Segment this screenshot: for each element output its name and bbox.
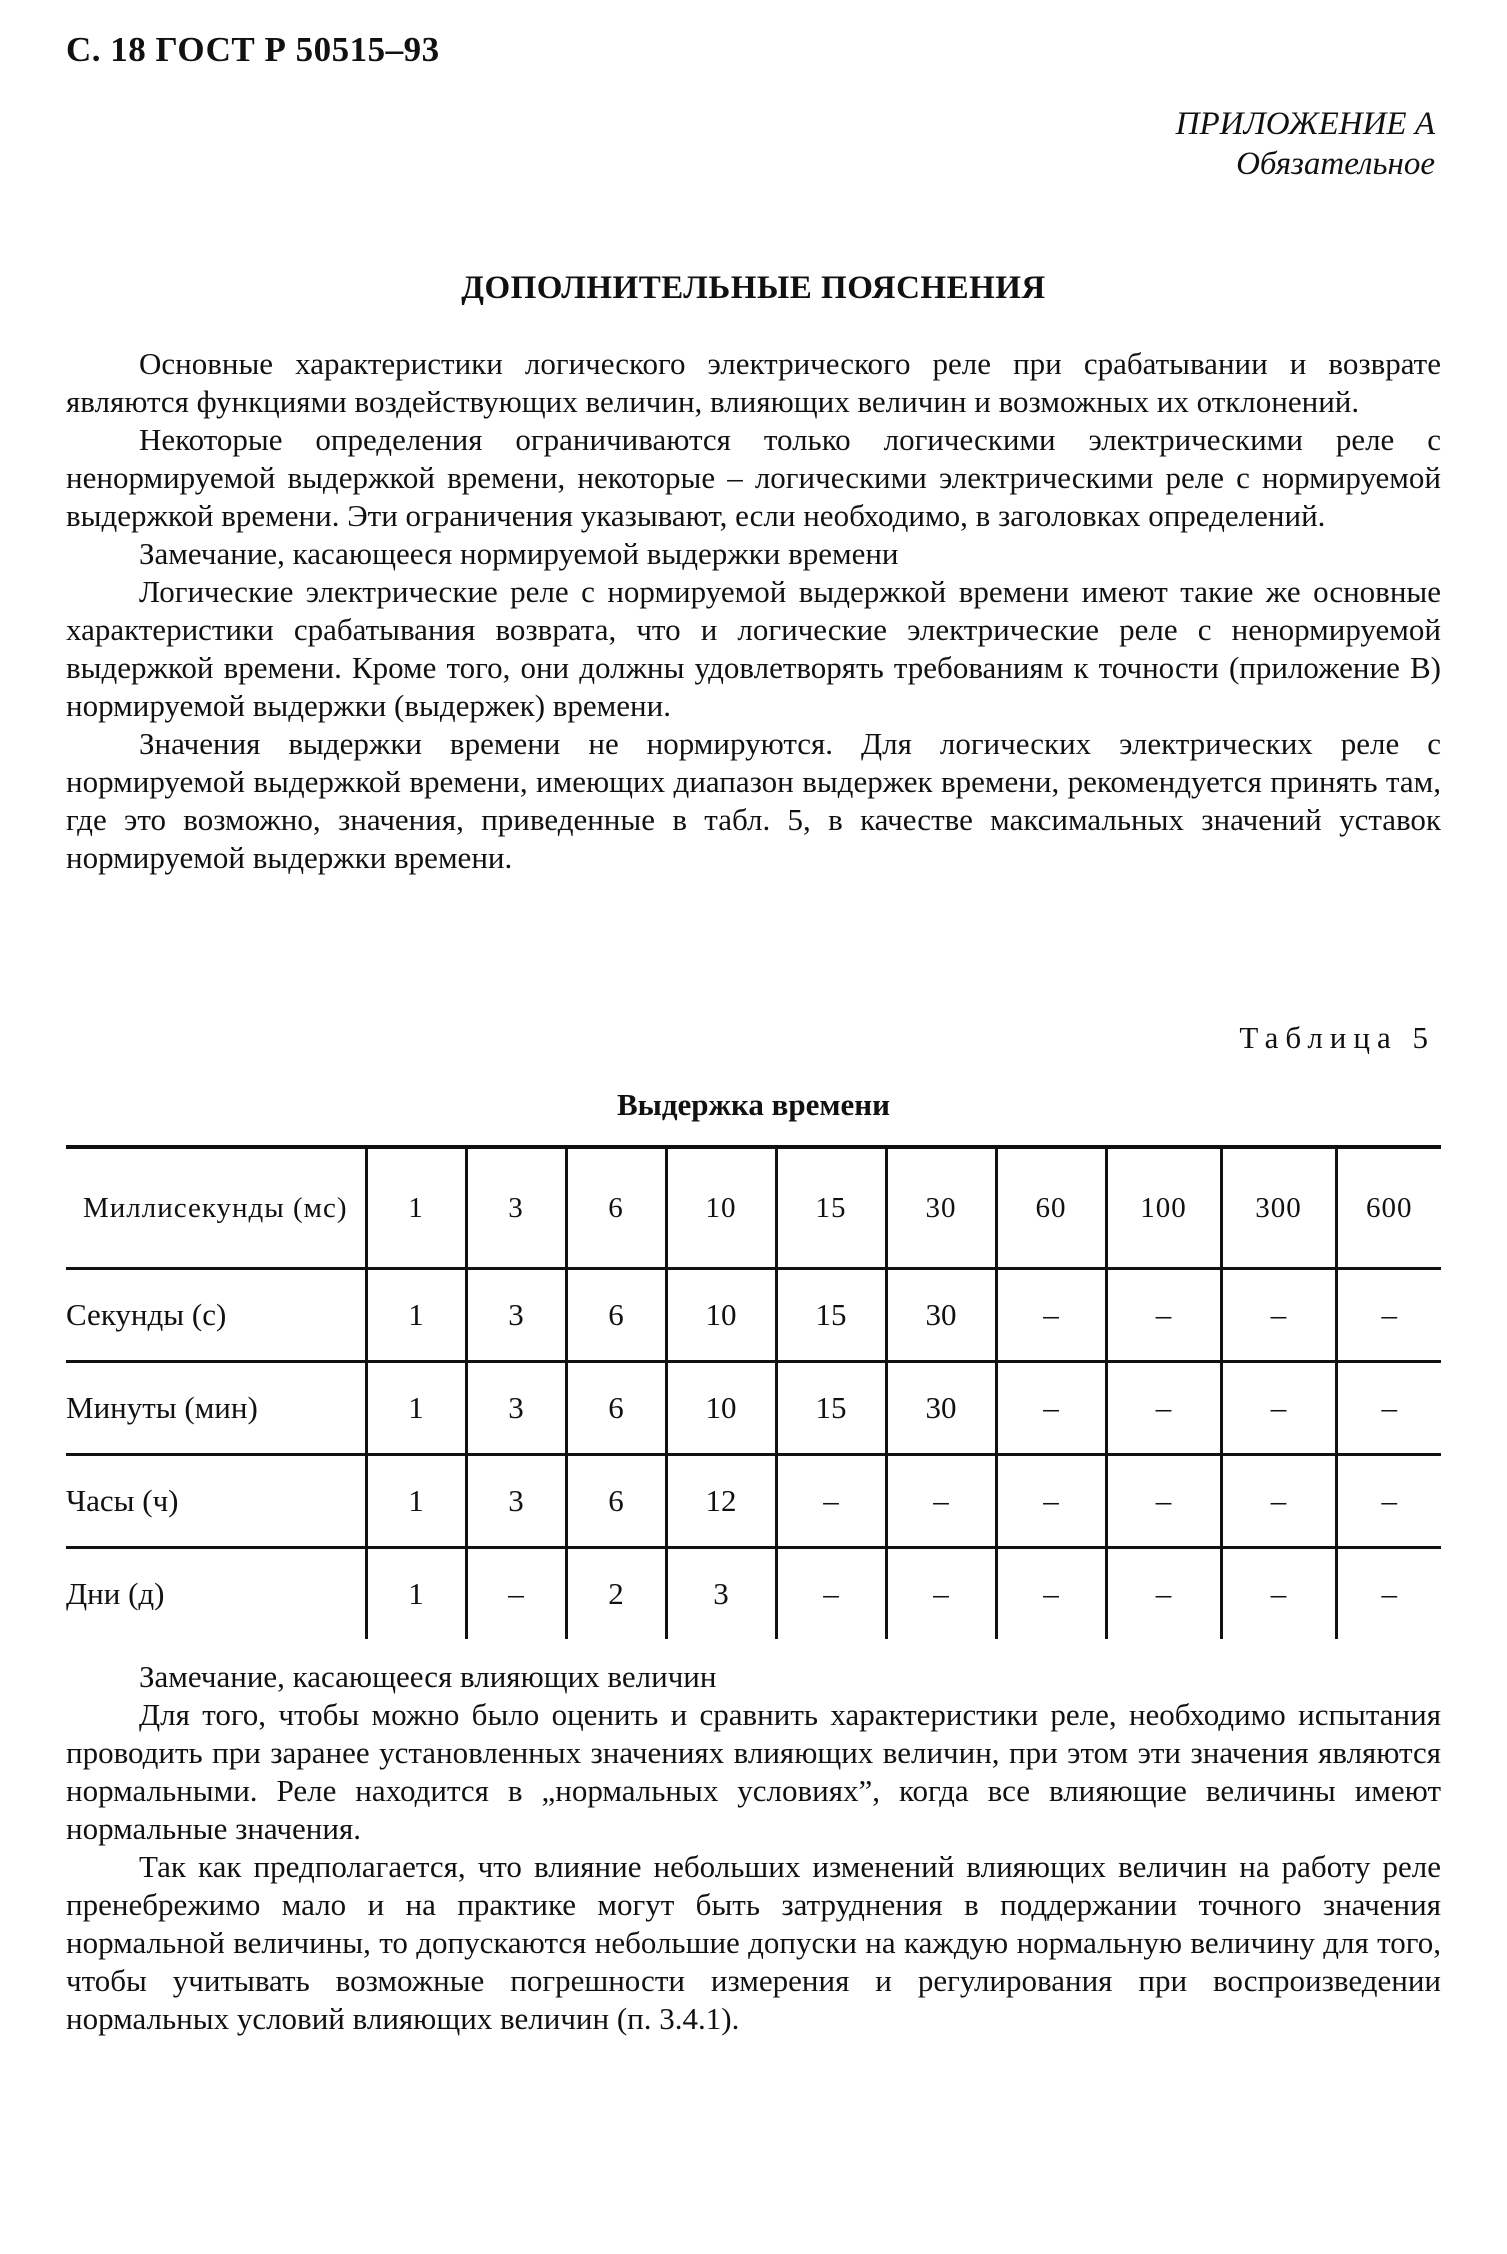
paragraph: Замечание, касающееся нормируемой выдержки времени — [139, 536, 899, 571]
appendix-label — [1035, 104, 1435, 184]
table-row — [66, 1455, 1441, 1548]
value-cell: – — [466, 1548, 566, 1640]
value-cell: 1 — [366, 1455, 466, 1548]
value-cell: 300 — [1221, 1147, 1336, 1269]
table-header-row — [66, 1147, 1441, 1269]
value-cell: 1 — [366, 1548, 466, 1640]
paragraph: Значения выдержки времени не нормируются. Для логических электрических реле с нормируемой выдержкой времени, имеющих диапазон выдержек времени, рекомендуется принять там, где это возможно, значения, приведенные в табл. 5, в качестве максимальных значений уставок нормируемой выдержки времени. — [66, 726, 1441, 875]
value-cell: – — [886, 1548, 996, 1640]
value-cell: – — [776, 1455, 886, 1548]
value-cell: 10 — [666, 1269, 776, 1362]
row-label-cell: Минуты (мин) — [66, 1390, 258, 1425]
value-cell: – — [1336, 1362, 1441, 1455]
value-cell: 10 — [666, 1147, 776, 1269]
value-cell: – — [1221, 1362, 1336, 1455]
value-cell: – — [886, 1455, 996, 1548]
value-cell: 12 — [666, 1455, 776, 1548]
value-cell: 1 — [366, 1269, 466, 1362]
value-cell: 6 — [566, 1362, 666, 1455]
value-cell: – — [996, 1362, 1106, 1455]
closing-text — [66, 1658, 1441, 2038]
value-cell: 6 — [566, 1147, 666, 1269]
paragraph: Так как предполагается, что влияние небольших изменений влияющих величин на работу реле пренебрежимо мало и на практике могут быть затруднения в поддержании точного значения нормальной величины, то допускаются небольшие допуски на каждую нормальную величину для того, чтобы учитывать возможные погрешности измерения и регулирования при воспроизведении нормальных условий влияющих величин (п. 3.4.1). — [66, 1849, 1441, 2036]
value-cell: 100 — [1106, 1147, 1221, 1269]
value-cell: – — [1221, 1455, 1336, 1548]
appendix-status: Обязательное — [1236, 146, 1435, 182]
value-cell: – — [1336, 1548, 1441, 1640]
value-cell: 30 — [886, 1362, 996, 1455]
table-row — [66, 1362, 1441, 1455]
row-label-cell: Секунды (с) — [66, 1297, 227, 1332]
value-cell: – — [1106, 1548, 1221, 1640]
table-title: Выдержка времени — [616, 1087, 891, 1122]
value-cell: 10 — [666, 1362, 776, 1455]
table-caption: Таблица 5 — [1239, 1020, 1435, 1055]
value-cell: 2 — [566, 1548, 666, 1640]
value-cell: – — [996, 1548, 1106, 1640]
value-cell: 15 — [776, 1269, 886, 1362]
table-row — [66, 1269, 1441, 1362]
value-cell: – — [1336, 1269, 1441, 1362]
value-cell: – — [1221, 1548, 1336, 1640]
value-cell: 30 — [886, 1147, 996, 1269]
page-header: С. 18 ГОСТ Р 50515–93 — [66, 30, 440, 69]
table-row — [66, 1548, 1441, 1640]
value-cell: 600 — [1336, 1147, 1441, 1269]
row-label-cell: Дни (д) — [66, 1576, 165, 1611]
value-cell: – — [1336, 1455, 1441, 1548]
value-cell: – — [1106, 1455, 1221, 1548]
value-cell: – — [1106, 1269, 1221, 1362]
value-cell: 6 — [566, 1455, 666, 1548]
row-label-cell: Часы (ч) — [66, 1483, 179, 1518]
value-cell: – — [1221, 1269, 1336, 1362]
time-delay-table — [66, 1145, 1441, 1639]
value-cell: 15 — [776, 1147, 886, 1269]
paragraph: Замечание, касающееся влияющих величин — [139, 1659, 717, 1694]
value-cell: 30 — [886, 1269, 996, 1362]
value-cell: – — [1106, 1362, 1221, 1455]
value-cell: 3 — [466, 1455, 566, 1548]
intro-text — [66, 345, 1441, 877]
paragraph: Некоторые определения ограничиваются только логическими электрическими реле с ненормируемой выдержкой времени, некоторые – логическими электрическими реле с нормируемой выдержкой времени. Эти ограничения указывают, если необходимо, в заголовках определений. — [66, 422, 1441, 533]
value-cell: – — [996, 1269, 1106, 1362]
value-cell: 6 — [566, 1269, 666, 1362]
appendix-title: ПРИЛОЖЕНИЕ А — [1175, 106, 1435, 142]
section-title: ДОПОЛНИТЕЛЬНЫЕ ПОЯСНЕНИЯ — [461, 270, 1046, 306]
value-cell: 3 — [666, 1548, 776, 1640]
paragraph: Основные характеристики логического электрического реле при срабатывании и возврате являются функциями воздействующих величин, влияющих величин и возможных их отклонений. — [66, 346, 1441, 419]
value-cell: – — [776, 1548, 886, 1640]
value-cell: 60 — [996, 1147, 1106, 1269]
paragraph: Для того, чтобы можно было оценить и сравнить характеристики реле, необходимо испытания проводить при заранее установленных значениях влияющих величин, при этом эти значения являются нормальными. Реле находится в „нормальных условиях”, когда все влияющие величины имеют нормальные значения. — [66, 1697, 1441, 1846]
value-cell: 3 — [466, 1147, 566, 1269]
row-label-cell: Миллисекунды (мс) — [82, 1192, 348, 1224]
value-cell: 3 — [466, 1269, 566, 1362]
paragraph: Логические электрические реле с нормируемой выдержкой времени имеют такие же основные характеристики срабатывания возврата, что и логические электрические реле с ненормируемой выдержкой времени. Кроме того, они должны удовлетворять требованиям к точности (приложение В) нормируемой выдержки (выдержек) времени. — [66, 574, 1441, 723]
value-cell: 3 — [466, 1362, 566, 1455]
value-cell: – — [996, 1455, 1106, 1548]
value-cell: 1 — [366, 1362, 466, 1455]
value-cell: 1 — [366, 1147, 466, 1269]
value-cell: 15 — [776, 1362, 886, 1455]
